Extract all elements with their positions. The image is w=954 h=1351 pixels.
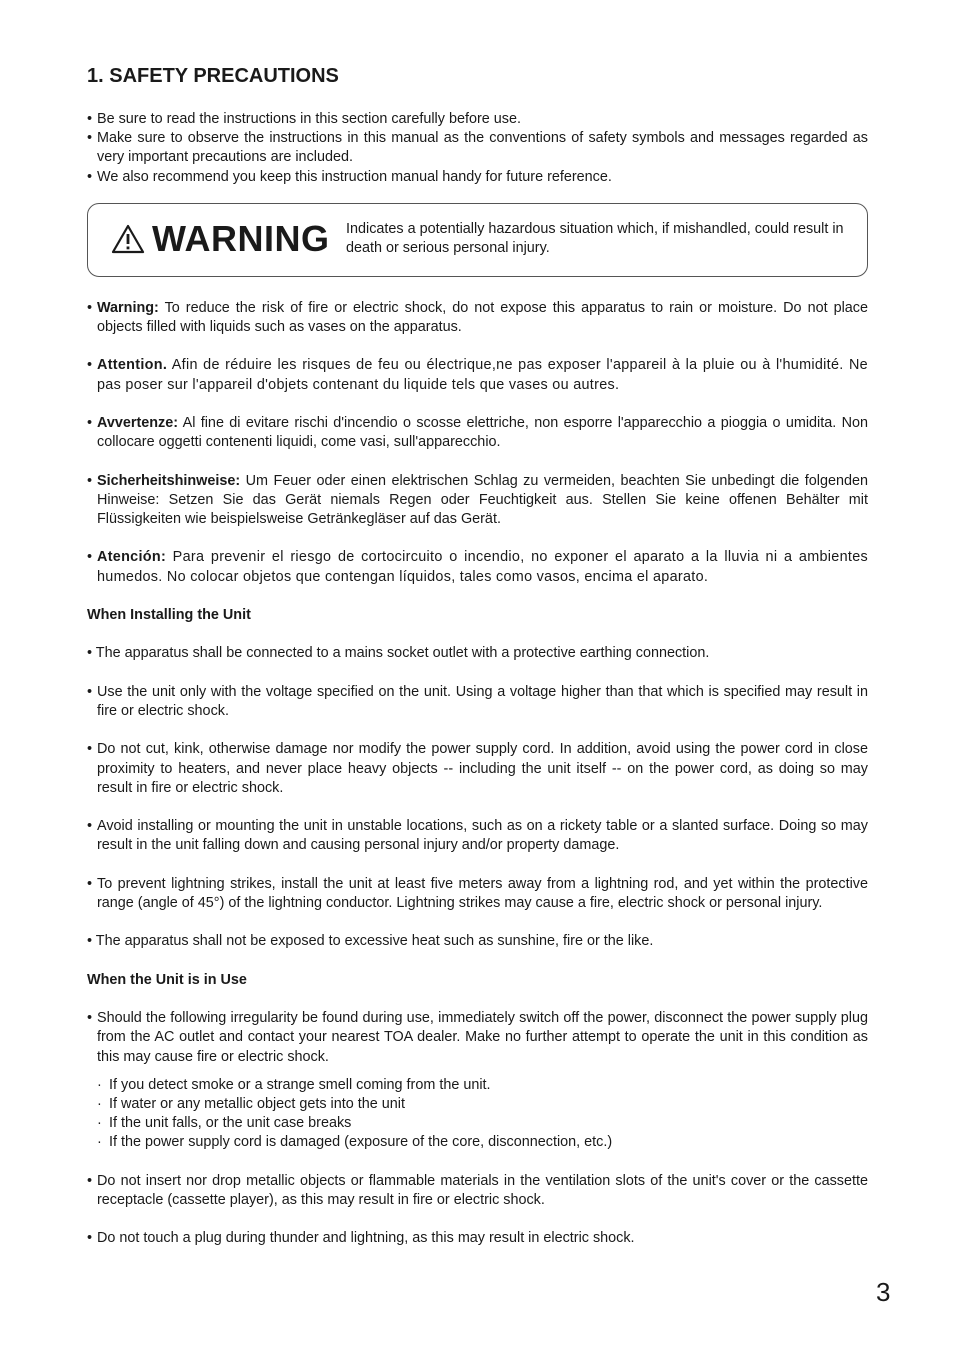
installing-list bbox=[87, 644, 868, 951]
list-item: • Avvertenze: Al fine di evitare rischi d'incendio o scosse elettriche, non esporre l'apparecchio a pioggia o umidita. Non collocare oggetti contenenti liquidi, come vasi, sull'apparecchio. bbox=[87, 415, 868, 451]
in-use-list bbox=[87, 1009, 868, 1248]
multilingual-warnings bbox=[87, 299, 868, 587]
lead-label: Attention. bbox=[97, 357, 168, 374]
lead-label: Sicherheitshinweise: bbox=[97, 472, 241, 489]
page-number: 3 bbox=[876, 1277, 891, 1307]
sub-list-item: · If you detect smoke or a strange smell coming from the unit. bbox=[97, 1076, 491, 1093]
list-item: • The apparatus shall be connected to a mains socket outlet with a protective earthing connection. bbox=[87, 645, 710, 662]
bullet: • bbox=[87, 130, 93, 147]
intro-list bbox=[87, 110, 868, 187]
irregularity-sublist bbox=[97, 1076, 868, 1153]
list-item: • Sicherheitshinweise: Um Feuer oder einen elektrischen Schlag zu vermeiden, beachten Sie unbedingt die folgenden Hinweise: Setzen Sie das Gerät niemals Regen oder Feuchtigkeit aus. Stellen Sie keine offenen Behälter mit Flüssigkeiten wie beispielsweise Getränkegläser auf das Gerät. bbox=[87, 472, 868, 527]
list-item: • Attention. Afin de réduire les risques de feu ou électrique,ne pas exposer l'appareil à la pluie ou à l'humidité. Ne pas poser sur l'appareil d'objets contenant du liquide tels que vases ou autres. bbox=[87, 357, 868, 393]
sub-list-item: · If the unit falls, or the unit case breaks bbox=[97, 1115, 352, 1132]
section-heading-installing: When Installing the Unit bbox=[87, 606, 251, 623]
warning-triangle-icon bbox=[111, 224, 145, 254]
list-item: • Warning: To reduce the risk of fire or electric shock, do not expose this apparatus to rain or moisture. Do not place objects filled with liquids such as vases on the apparatus. bbox=[87, 299, 868, 336]
list-item: • Avoid installing or mounting the unit in unstable locations, such as on a rickety table or a slanted surface. Doing so may result in the unit falling down and causing personal injury and/or property damage. bbox=[87, 818, 868, 854]
sub-list-item: · If the power supply cord is damaged (exposure of the core, disconnection, etc.) bbox=[97, 1134, 613, 1151]
bullet: • bbox=[87, 168, 93, 185]
warning-box bbox=[87, 203, 868, 277]
section-heading-in-use: When the Unit is in Use bbox=[87, 971, 247, 988]
page-title: 1. SAFETY PRECAUTIONS bbox=[87, 65, 339, 87]
list-item: • We also recommend you keep this instruction manual handy for future reference. bbox=[87, 168, 868, 187]
list-item: • Do not insert nor drop metallic objects or flammable materials in the ventilation slots of the unit's cover or the cassette receptacle (cassette player), as this may result in fire or electric shock. bbox=[87, 1172, 868, 1208]
list-item: • Do not touch a plug during thunder and lightning, as this may result in electric shock. bbox=[87, 1230, 635, 1247]
warning-description: Indicates a potentially hazardous situation which, if mishandled, could result in death or serious personal injury. bbox=[346, 220, 844, 257]
list-item: • Should the following irregularity be found during use, immediately switch off the power, disconnect the power supply plug from the AC outlet and contact your nearest TOA dealer. Make no further attempt to operate the unit in this condition as this may cause fire or electric shock. bbox=[87, 1010, 868, 1065]
bullet: • bbox=[87, 111, 93, 127]
lead-label: Warning: bbox=[97, 299, 159, 316]
list-item: • Do not cut, kink, otherwise damage nor modify the power supply cord. In addition, avoid using the power cord in close proximity to heaters, and never place heavy objects -- including the unit itself -- on the power cord, as doing so may result in fire or electric shock. bbox=[87, 741, 868, 796]
list-item: • Make sure to observe the instructions in this manual as the conventions of safety symbols and messages regarded as very important precautions are included. bbox=[87, 130, 868, 166]
warning-label: WARNING bbox=[152, 217, 330, 259]
lead-label: Avvertenze: bbox=[97, 415, 179, 431]
list-item: • To prevent lightning strikes, install the unit at least five meters away from a lightning rod, and yet within the protective range (angle of 45°) of the lightning conductor. Lightning strikes may cause a fire, electric shock or personal injury. bbox=[87, 875, 868, 911]
sub-list-item: · If water or any metallic object gets into the unit bbox=[97, 1095, 405, 1112]
list-item: • Use the unit only with the voltage specified on the unit. Using a voltage higher than that which is specified may result in fire or electric shock. bbox=[87, 683, 868, 719]
lead-label: Atención: bbox=[97, 549, 167, 566]
list-item: • Be sure to read the instructions in this section carefully before use. bbox=[87, 110, 868, 129]
list-item: • Atención: Para prevenir el riesgo de cortocircuito o incendio, no exponer el aparato a la lluvia ni a ambientes humedos. No colocar objetos que contengan líquidos, tales como vasos, encima el aparato. bbox=[87, 549, 868, 585]
page-content bbox=[87, 62, 868, 1249]
list-item: • The apparatus shall not be exposed to excessive heat such as sunshine, fire or the like. bbox=[87, 933, 654, 950]
